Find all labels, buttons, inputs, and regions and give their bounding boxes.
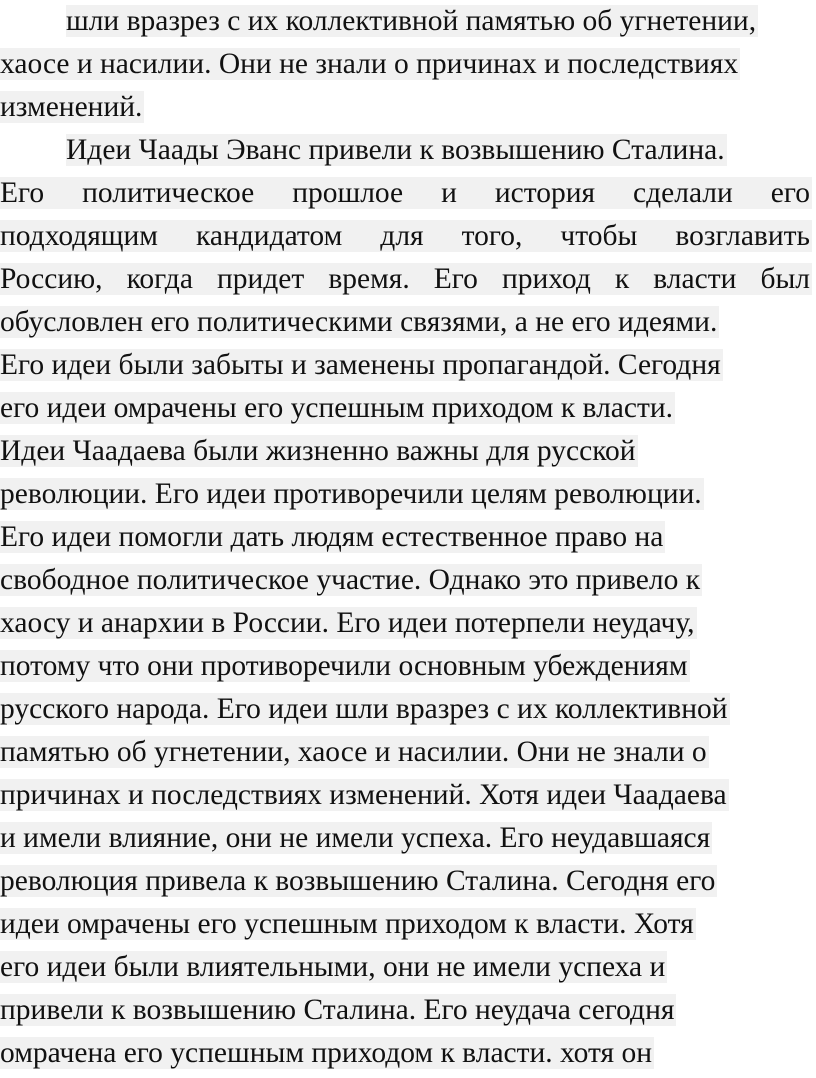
- text-line: [0, 903, 696, 946]
- text-line-content: шли вразрез с их коллективной памятью об угнетении,: [66, 5, 757, 37]
- text-line-content: изменений.: [0, 91, 143, 123]
- text-line: [0, 688, 730, 731]
- text-line: [0, 387, 675, 430]
- text-line-content: Его политическое прошлое и история сделали его: [0, 177, 810, 209]
- text-line-content: омрачена его успешным приходом к власти. хотя он: [0, 1037, 653, 1069]
- text-line-content: революции. Его идеи противоречили целям революции.: [0, 478, 702, 510]
- text-line-content: Его идеи были забыты и заменены пропагандой. Сегодня: [0, 349, 721, 381]
- text-line: [0, 946, 667, 989]
- text-line-content: его идеи были влиятельными, они не имели успеха и: [0, 951, 666, 983]
- text-line: [0, 860, 717, 903]
- text-line: [0, 215, 812, 258]
- text-line: [0, 129, 727, 172]
- text-line: [0, 473, 704, 516]
- text-line-content: хаосу и анархии в России. Его идеи потерпели неудачу,: [0, 607, 695, 639]
- text-line: [0, 301, 719, 344]
- text-line-content: и имели влияние, они не имели успеха. Его неудавшаяся: [0, 822, 711, 854]
- text-line-content: Идеи Чаадаева были жизненно важны для русской: [0, 435, 636, 467]
- text-line: [0, 559, 702, 602]
- text-line-content: Идеи Чаады Эванс привели к возвышению Сталина.: [66, 134, 725, 166]
- text-line-content: Россию, когда придет время. Его приход к власти был: [0, 263, 810, 295]
- text-line: [0, 43, 740, 86]
- text-line-content: обусловлен его политическими связями, а не его идеями.: [0, 306, 718, 338]
- text-line-content: причинах и последствиях изменений. Хотя идеи Чаадаева: [0, 779, 727, 811]
- text-line: [0, 989, 676, 1032]
- text-line-content: русского народа. Его идеи шли вразрез с их коллективной: [0, 693, 728, 725]
- text-line: [0, 86, 144, 129]
- text-line: [0, 602, 697, 645]
- text-line-content: его идеи омрачены его успешным приходом к власти.: [0, 392, 674, 424]
- text-line: [0, 172, 812, 215]
- text-line: [0, 817, 712, 860]
- text-line: [0, 1032, 654, 1075]
- text-line: [0, 430, 638, 473]
- text-line-content: памятью об угнетении, хаосе и насилии. Они не знали о: [0, 736, 707, 768]
- text-line-content: Его идеи помогли дать людям естественное право на: [0, 521, 664, 553]
- text-line-content: подходящим кандидатом для того, чтобы возглавить: [0, 220, 810, 252]
- text-line: [0, 0, 758, 43]
- text-line: [0, 731, 709, 774]
- text-line-content: хаосе и насилии. Они не знали о причинах и последствиях: [0, 48, 739, 80]
- text-line: [0, 516, 665, 559]
- text-line-content: привели к возвышению Сталина. Его неудача сегодня: [0, 994, 675, 1026]
- text-line: [0, 344, 723, 387]
- text-line-content: свободное политическое участие. Однако это привело к: [0, 564, 701, 596]
- text-line: [0, 258, 812, 301]
- text-line-content: потому что они противоречили основным убеждениям: [0, 650, 688, 682]
- text-line: [0, 774, 729, 817]
- text-line: [0, 645, 690, 688]
- text-line-content: идеи омрачены его успешным приходом к власти. Хотя: [0, 908, 694, 940]
- text-line-content: революция привела к возвышению Сталина. Сегодня его: [0, 865, 716, 897]
